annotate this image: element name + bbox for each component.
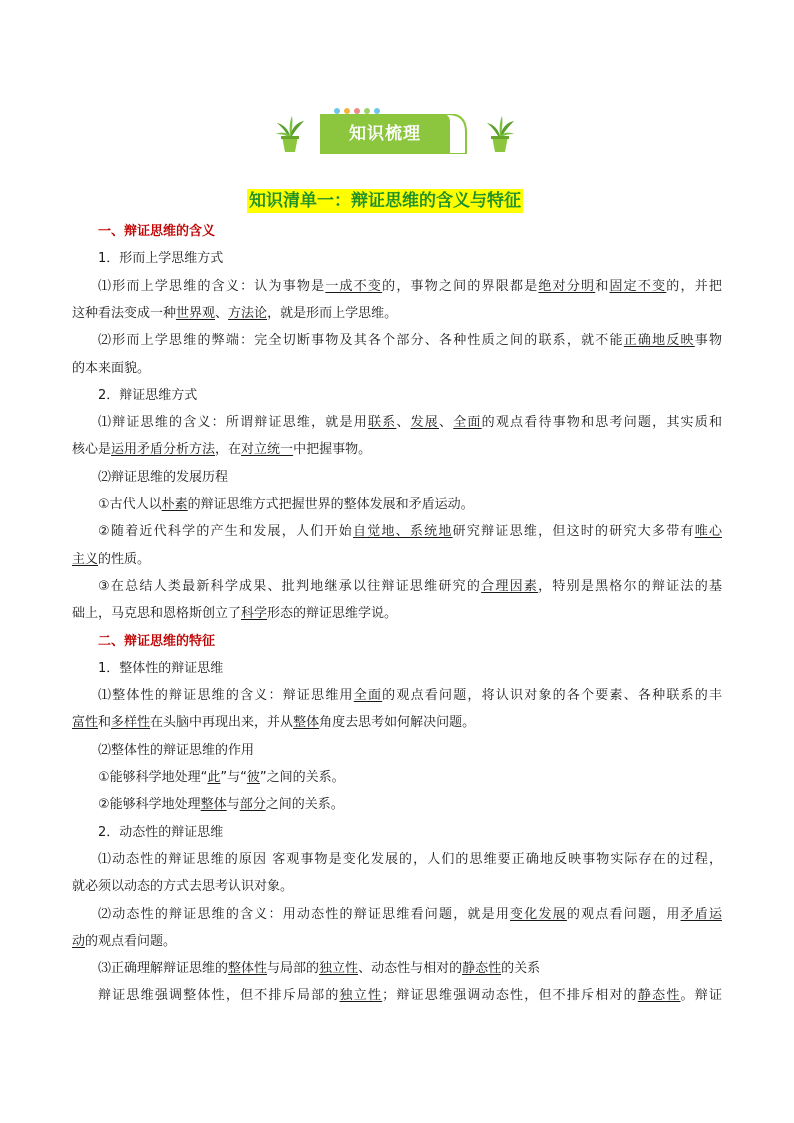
text-line xyxy=(98,521,722,543)
text-run: 、动态性与相对的 xyxy=(358,961,463,977)
text-line xyxy=(98,767,345,789)
underlined-keyword: 多样性 xyxy=(111,715,151,731)
text-run: 的观点看问题。 xyxy=(85,933,177,949)
text-line xyxy=(98,822,223,844)
underlined-keyword: 合理因素 xyxy=(481,578,539,594)
text-run: 这种看法变成一种 xyxy=(72,305,177,321)
banner-dot xyxy=(344,108,350,114)
underlined-keyword: 发展 xyxy=(410,415,439,431)
text-run: 1．整体性的辩证思维 xyxy=(98,660,224,676)
text-run: ，在 xyxy=(215,442,242,458)
text-run: ⑵辩证思维的发展历程 xyxy=(98,469,229,485)
text-run: ⑴整体性的辩证思维的含义：辩证思维用 xyxy=(98,688,354,704)
text-run: 与局部的 xyxy=(267,961,320,977)
text-run: 的，并把 xyxy=(666,278,722,294)
text-line xyxy=(98,494,474,516)
list-heading: 知识清单一：辩证思维的含义与特征 xyxy=(249,191,521,211)
underlined-keyword: 整体性 xyxy=(228,961,268,977)
underlined-keyword: 世界观 xyxy=(176,305,216,321)
text-line xyxy=(98,658,223,680)
underlined-keyword: 部分 xyxy=(239,797,266,813)
text-run: ①能够科学地处理“ xyxy=(98,770,208,785)
text-run: 的辩证思维方式把握世界的整体发展和矛盾运动。 xyxy=(187,497,474,512)
text-run: 辩证思维强调整体性，但不排斥局部的 xyxy=(98,988,340,1004)
text-run: ⑵整体性的辩证思维的作用 xyxy=(98,742,255,758)
underlined-keyword: 主义 xyxy=(72,551,99,567)
underlined-keyword: 正确地反映 xyxy=(623,333,695,349)
text-run: 中把握事物。 xyxy=(293,442,372,458)
text-run: 1．形而上学思维方式 xyxy=(98,251,224,267)
section-heading xyxy=(98,631,215,653)
text-run: ⑵形而上学思维的弊端：完全切断事物及其各个部分、各种性质之间的联系，就不能 xyxy=(98,333,624,349)
text-line xyxy=(98,385,197,407)
text-run: ②随着近代科学的产生和发展，人们开始 xyxy=(98,524,353,540)
text-run: 。辩证 xyxy=(680,988,722,1004)
text-run: 和 xyxy=(595,278,610,294)
text-line xyxy=(72,876,293,898)
underlined-keyword: 静态性 xyxy=(462,961,502,977)
text-run: ③在总结人类最新科学成果、批判地继承以往辩证思维研究的 xyxy=(98,578,482,594)
underlined-keyword: 朴素 xyxy=(161,497,188,512)
text-run: 2．动态性的辩证思维 xyxy=(98,824,224,840)
text-run: ②能够科学地处理 xyxy=(98,797,201,813)
banner-dot xyxy=(334,108,340,114)
text-run: 的观点看待事物和思考问题，其实质和 xyxy=(481,415,722,431)
text-run: 就必须以动态的方式去思考认识对象。 xyxy=(72,879,294,895)
text-line xyxy=(72,358,150,380)
text-run: ；辩证思维强调动态性，但不排斥相对的 xyxy=(382,988,638,1004)
text-line xyxy=(98,276,722,298)
text-run: 2．辩证思维方式 xyxy=(98,387,198,403)
text-line xyxy=(98,740,254,762)
underlined-keyword: 彼 xyxy=(246,770,260,785)
text-run: 的观点看问题，用 xyxy=(566,906,681,922)
text-run: 、 xyxy=(215,305,229,321)
text-line xyxy=(98,248,223,270)
underlined-keyword: 自觉地、系统地 xyxy=(352,524,453,540)
text-line xyxy=(72,439,371,461)
underlined-keyword: 运用矛盾分析方法 xyxy=(111,442,216,458)
text-line xyxy=(98,412,722,434)
text-run: 和 xyxy=(98,715,112,731)
text-line xyxy=(98,849,722,871)
underlined-keyword: 固定不变 xyxy=(609,278,667,294)
text-run: ①古代人以 xyxy=(98,497,162,512)
text-line xyxy=(98,576,722,598)
underlined-keyword: 方法论 xyxy=(228,305,268,321)
text-line xyxy=(98,467,228,489)
text-run: 础上，马克思和恩格斯创立了 xyxy=(72,606,242,622)
underlined-keyword: 矛盾运 xyxy=(680,906,722,922)
text-run: ，特别是黑格尔的辩证法的基 xyxy=(538,578,722,594)
text-line xyxy=(72,712,475,734)
text-run: 的观点看问题，将认识对象的各个要素、各种联系的丰 xyxy=(382,688,722,704)
text-run: 角度去思考如何解决问题。 xyxy=(319,715,476,731)
text-run: 核心是 xyxy=(72,442,112,458)
text-line xyxy=(72,549,150,571)
underlined-keyword: 动 xyxy=(72,933,86,949)
potted-plant-icon xyxy=(484,114,516,154)
underlined-keyword: 整体 xyxy=(200,797,227,813)
underlined-keyword: 独立性 xyxy=(319,961,359,977)
underlined-keyword: 对立统一 xyxy=(241,442,294,458)
underlined-keyword: 绝对分明 xyxy=(538,278,596,294)
text-line xyxy=(98,794,344,816)
text-run: 事物 xyxy=(694,333,722,349)
text-run: 的性质。 xyxy=(98,551,151,567)
banner-dot xyxy=(354,108,360,114)
text-run: ⑶正确理解辩证思维的 xyxy=(98,961,229,977)
banner-dots xyxy=(334,108,380,116)
text-line xyxy=(98,685,722,707)
text-line xyxy=(98,904,722,926)
text-run: 的关系 xyxy=(501,961,541,977)
text-run: ⑴辩证思维的含义：所谓辩证思维，就是用 xyxy=(98,415,368,431)
underlined-keyword: 此 xyxy=(207,770,221,785)
underlined-keyword: 科学 xyxy=(241,606,268,622)
text-line xyxy=(98,330,722,352)
underlined-keyword: 联系 xyxy=(367,415,397,431)
text-run: ，就是形而上学思维。 xyxy=(267,305,398,321)
potted-plant-icon xyxy=(274,114,306,154)
banner-title: 知识梳理 xyxy=(349,124,421,144)
text-run: 二、辩证思维的特征 xyxy=(98,633,216,649)
text-run: 一、辩证思维的含义 xyxy=(98,224,216,239)
text-line xyxy=(72,603,397,625)
text-run: ⑴形而上学思维的含义：认为事物是 xyxy=(98,278,326,294)
banner-dot xyxy=(374,108,380,114)
section-banner xyxy=(270,108,520,158)
text-run: 、 xyxy=(439,415,454,431)
underlined-keyword: 独立性 xyxy=(339,988,383,1004)
underlined-keyword: 整体 xyxy=(293,715,320,731)
underlined-keyword: 一成不变 xyxy=(325,278,383,294)
text-run: 的，事物之间的界限都是 xyxy=(382,278,539,294)
text-run: 研究辩证思维，但这时的研究大多带有 xyxy=(452,524,695,540)
underlined-keyword: 唯心 xyxy=(694,524,722,540)
text-run: ”与“ xyxy=(220,770,247,785)
section-heading xyxy=(98,221,215,243)
underlined-keyword: 全面 xyxy=(353,688,383,704)
text-line xyxy=(72,931,176,953)
text-run: ”之间的关系。 xyxy=(259,770,345,785)
text-run: 的本来面貌。 xyxy=(72,360,151,376)
underlined-keyword: 全面 xyxy=(453,415,482,431)
underlined-keyword: 变化发展 xyxy=(510,906,567,922)
text-line xyxy=(72,303,397,325)
text-run: 在头脑中再现出来，并从 xyxy=(150,715,294,731)
text-run: ⑴动态性的辩证思维的原因 客观事物是变化发展的，人们的思维要正确地反映事物实际存在的过程， xyxy=(98,851,722,867)
underlined-keyword: 富性 xyxy=(72,715,99,731)
underlined-keyword: 静态性 xyxy=(637,988,681,1004)
text-line xyxy=(98,958,540,980)
text-run: 形态的辩证思维学说。 xyxy=(267,606,398,622)
text-run: 与 xyxy=(226,797,240,813)
text-run: 之间的关系。 xyxy=(265,797,344,813)
text-run: ⑵动态性的辩证思维的含义：用动态性的辩证思维看问题，就是用 xyxy=(98,906,511,922)
text-run: 、 xyxy=(396,415,411,431)
text-line xyxy=(98,985,722,1007)
banner-dot xyxy=(364,108,370,114)
